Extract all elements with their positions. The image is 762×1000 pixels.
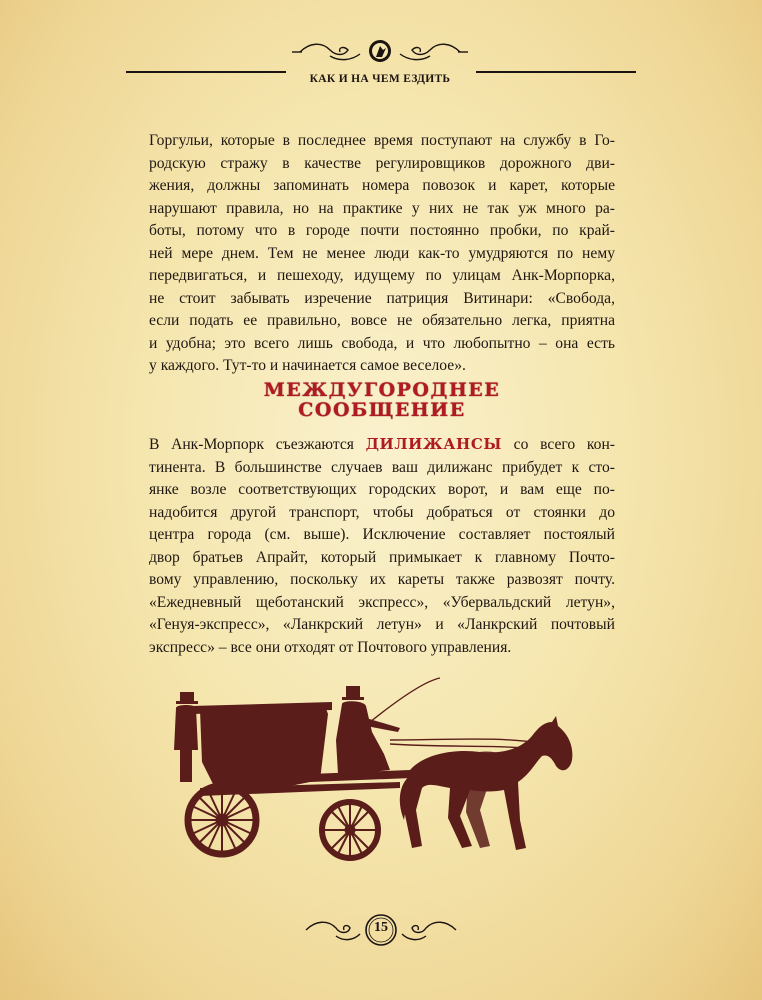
text-line: ней мере днем. Тем не менее люди как-то умудряются по нему — [149, 244, 615, 262]
text-line: центра города (см. выше). Исключение составляет постоялый — [149, 526, 615, 543]
text-line: боты, потому что в городе почти постоянно пробки, по край- — [149, 222, 615, 239]
header-rule — [126, 71, 636, 72]
section-title-line: МЕЖДУГОРОДНЕЕ — [263, 379, 501, 401]
stagecoach-silhouette-icon — [160, 670, 580, 870]
text-line — [149, 433, 615, 457]
section-title — [149, 380, 615, 420]
text-line: нарушают правила, но на практике у них не так уж много ра- — [149, 199, 615, 217]
text-line: вому управлению, поскольку их кареты также развозят почту. — [149, 571, 615, 588]
text-line: Горгульи, которые в последнее время поступают на службу в Го- — [149, 132, 615, 149]
text-line: экспресс» – все они отходят от Почтового управления. — [149, 638, 512, 656]
text-line: родскую стражу в качестве регулировщиков дорожного дви- — [149, 154, 615, 172]
page-number: 15 — [374, 920, 388, 935]
text-line: янке возле соответствующих городских ворот, и вам еще по- — [149, 481, 615, 498]
text-line: не стоит забывать изречение патриция Витинари: «Свобода, — [149, 289, 615, 307]
text-line: и удобна; это всего лишь свобода, и что любопытно – она есть — [149, 334, 615, 352]
text-line: передвигаться, и пешеходу, идущему по улицам Анк-Морпорка, — [149, 267, 615, 284]
paragraph-stagecoaches — [149, 433, 615, 659]
text-line: если подать ее правильно, вовсе не обязательно легка, приятна — [149, 312, 615, 329]
text-line: надобится другой транспорт, чтобы добраться от стоянки до — [149, 503, 615, 521]
text-fragment: со всего кон- — [502, 436, 615, 453]
text-line: двор братьев Апрайт, который примыкает к главному Почто- — [149, 548, 615, 566]
text-line: тинента. В большинстве случаев ваш дилижанс прибудет к сто- — [149, 458, 615, 476]
text-line: «Генуя-экспресс», «Ланкрский летун» и «Ланкрский почтовый — [149, 616, 615, 633]
text-line: у каждого. Тут-то и начинается самое веселое». — [149, 357, 466, 374]
text-line: жения, должны запоминать номера повозок и карет, которые — [149, 177, 615, 194]
text-fragment: В Анк-Морпорк съезжаются — [149, 436, 366, 453]
section-title-line: СООБЩЕНИЕ — [298, 399, 466, 421]
text-line: «Ежедневный щеботанский экспресс», «Убервальдский летун», — [149, 593, 615, 611]
header-ornament-icon — [290, 38, 470, 64]
highlighted-term: ДИЛИЖАНСЫ — [365, 435, 502, 453]
paragraph-gargoyles — [149, 130, 615, 378]
running-head: КАК И НА ЧЕМ ЕЗДИТЬ — [309, 73, 451, 85]
